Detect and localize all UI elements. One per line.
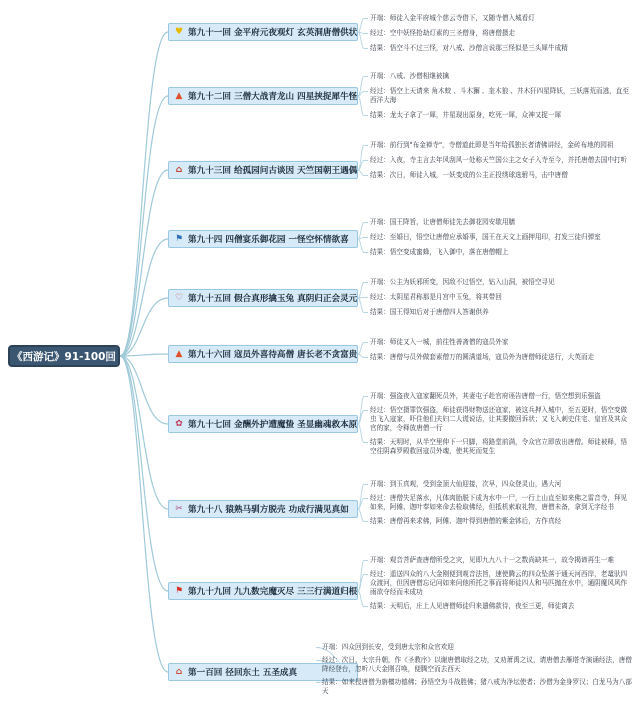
detail-connector — [358, 424, 368, 443]
topic-chapter-94[interactable] — [168, 230, 358, 248]
root-connector — [120, 170, 168, 356]
detail-connector — [358, 499, 368, 510]
topic-chapter-92[interactable] — [168, 87, 358, 105]
detail-start: 开端：到玉真观，受到金顶大仙迎接，次早，四众登灵山，遇大河 — [370, 480, 562, 488]
flower-icon: ✿ — [175, 418, 183, 429]
detail-connector — [358, 298, 368, 299]
root-title: 《西游记》91-100回 — [12, 350, 116, 363]
detail-process: 经过：次日，太宗升朝，作《圣教序》以谢唐僧取经之功，又劝萧禹之议，请唐僧去雁塔寺演诵经法，唐僧降经登台，忽听八大金刚召唤，便腾空而去西天 — [322, 656, 632, 673]
details-chapter-95 — [370, 278, 632, 317]
root-connector — [120, 239, 168, 356]
detail-process: 经过：至婚日，悟空让唐僧应承婚事，国王在天文上画押用印，打发三徒归弹室 — [370, 233, 601, 241]
details-chapter-94 — [370, 218, 632, 257]
details-chapter-92 — [370, 72, 632, 120]
details-chapter-99 — [370, 556, 632, 611]
detail-connector — [358, 96, 368, 116]
detail-connector — [358, 32, 368, 49]
topic-title: 第九十四 四僧宴乐御花园 一怪空怀情欲喜 — [188, 235, 349, 245]
topic-title: 第九十六回 寇员外喜待高僧 唐长老不贪富贵 — [188, 350, 358, 360]
detail-connector — [358, 19, 368, 33]
detail-process: 经过：悟空摄罪饮强盗，师徒获得财物送还寇家，被这兵押入城中，至五更时，悟空变做虫飞入寇家，吓住他们夫妇二人谎说话，让其要撤回诉状；又飞入刺史住宅、皇宫及其众官的家，令释放唐僧一行 — [370, 406, 628, 432]
detail-start: 开端：师徒又入一城，前往性善斋僧的寇员外家 — [370, 338, 509, 346]
detail-start: 开端：八戒、沙僧相继被擒 — [370, 72, 450, 80]
detail-connector — [358, 411, 368, 425]
root-connector — [120, 354, 168, 356]
detail-connector — [358, 146, 368, 171]
home-icon: ⌂ — [175, 164, 183, 175]
root-connector — [120, 96, 168, 356]
detail-process: 经过：空中妖怪抢劫灯素的三圣僧身，将唐僧摄走 — [370, 29, 516, 37]
topic-title: 第九十一回 金平府元夜观灯 玄英洞唐僧供状 — [188, 28, 358, 38]
yellow-heart-icon: ♥ — [174, 26, 184, 37]
topic-title: 第九十五回 假合真形擒玉兔 真阴归正会灵元 — [188, 294, 358, 304]
detail-connector — [358, 509, 368, 522]
details-chapter-97 — [370, 392, 632, 456]
detail-connector — [358, 591, 368, 607]
details-chapter-96 — [370, 338, 632, 362]
detail-process: 经过：唐僧失足落水，凡体肉胎脱下成为水中一尸，一行上山直至如来佛之雷音寺，拜见如来，阿傩、迦叶奉如来命去检取佛经，但抵机索取礼物，唐僧未备，拿到无字经书 — [370, 494, 628, 511]
root-topic[interactable] — [8, 345, 120, 367]
details-chapter-100 — [322, 643, 634, 696]
detail-connector — [358, 77, 368, 97]
detail-process: 经过：悟空上天请来 角木蛟 、斗木獬 、奎木狼 、井木犴四星降妖，三妖落荒而逃，直至西洋大海 — [370, 87, 629, 104]
home-icon: ⌂ — [175, 666, 183, 677]
topic-title: 第九十九回 九九数完魔灭尽 三三行满道归根 — [188, 587, 358, 597]
detail-result: 结果：唐僧与员外做套素僧万的圆满道场，寇员外为唐僧师徒送行，大英而走 — [370, 353, 595, 361]
detail-result: 结果：次日，师徒入城，一妖变成的公主正投绣球选驸马，击中唐僧 — [370, 171, 568, 179]
root-connector — [120, 356, 168, 591]
topic-title: 第九十八 猿熟马驯方脱壳 功成行满见真如 — [188, 505, 349, 515]
detail-start: 开端：前行到"布金禅寺"，寺僧道此即是当年给孤独长者请佛讲经，金砖布地的园祖 — [370, 141, 614, 149]
detail-process: 经过：入夜，寺主言去年风刮风一处称天竺国公主之女子入寺至今，并托唐僧去国中打听 — [370, 156, 628, 164]
flag-icon: ⚑ — [174, 233, 184, 244]
detail-start: 开端：公主为妖邪所变，因敌不过悟空，钻入山洞，被悟空寻见 — [370, 278, 555, 286]
topic-title: 第一百回 径回东土 五圣成真 — [188, 668, 298, 678]
root-connector — [120, 32, 168, 356]
detail-process: 经过：遥送四众的八大金刚便到观音法旨，速使腾云的四众坠落于通天河西岸，老鼋驮四众渡河，但因唐僧忘记问如来问他所托之事而将师徒四人和马匹抛在水中，通阴魔风风作雨欲夺经而未成功 — [370, 570, 628, 596]
topic-chapter-99[interactable] — [168, 582, 358, 600]
detail-connector — [358, 239, 368, 253]
detail-connector — [358, 298, 368, 313]
detail-result: 结果：天明时，从半空里伸下一只脚，将路堂前满，令众官立即放出唐僧。师徒被释，悟空往阴森罗殿救回寇员外魂，使其死而复生 — [370, 438, 628, 455]
topic-chapter-98[interactable] — [168, 500, 358, 518]
detail-connector — [358, 485, 368, 510]
root-connector — [120, 356, 168, 672]
topic-chapter-95[interactable] — [168, 289, 358, 307]
topic-title: 第九十七回 金酬外护遭魔蛰 圣显幽魂救本原 — [188, 420, 358, 430]
detail-result: 结果：国王得知后对于唐僧四人答谢供养 — [370, 308, 489, 316]
detail-connector — [358, 283, 368, 299]
detail-connector — [358, 170, 368, 176]
fire-icon: ▲ — [175, 90, 183, 101]
details-chapter-91 — [370, 14, 632, 53]
red-flag-icon: ⚑ — [174, 585, 184, 596]
details-chapter-98 — [370, 480, 632, 526]
detail-start: 开端：观音菩萨查唐僧所受之灾，见即九九八十一之数尚缺其一，故令揭谛再生一难 — [370, 556, 614, 564]
detail-connector — [358, 354, 368, 358]
detail-result: 结果：天明后，庄上人见唐僧师徒归来遣佛款待，夜至三更，师徒离去 — [370, 602, 575, 610]
detail-process: 经过：太阴星君称那是月宫中玉兔，将其带回 — [370, 293, 502, 301]
tools-icon: ✂ — [175, 503, 183, 514]
topic-chapter-91[interactable] — [168, 23, 358, 41]
detail-start: 开端：四众回到长安，受到唐太宗和众官欢迎 — [322, 643, 454, 651]
topic-chapter-93[interactable] — [168, 161, 358, 179]
heart-outline-icon: ♡ — [174, 292, 184, 303]
detail-start: 开端：国王降旨，让唐僧师徒先去御花园安歇用膳 — [370, 218, 516, 226]
detail-result: 结果：悟空变成蜜蜂，飞入御中，落在唐僧帽上 — [370, 248, 509, 256]
detail-connector — [358, 343, 368, 355]
detail-connector — [358, 575, 368, 592]
detail-result: 结果：唐僧再来求佛，阿傩、迦叶得到唐僧的紫金钵后，方作真经 — [370, 517, 562, 525]
detail-result: 结果：龙太子拿了一犀，井星现出原身，吃死一犀，众神又捉一犀 — [370, 111, 562, 119]
fire-icon: ▲ — [175, 348, 183, 359]
detail-result: 结果：如来授唐僧为旃檀功德佛；孙悟空为斗战胜佛；猪八戒为净坛使者；沙僧为金身罗汉；白龙马为八部天 — [322, 678, 632, 695]
detail-result: 结果：悟空斗不过三怪，对八戒、沙僧言说那三怪似是三头犀牛成精 — [370, 44, 568, 52]
detail-start: 开端：强盗夜入寇家翻死员外，其妻屯子赴官府诬告唐僧一行，悟空想到乐强盗 — [370, 392, 601, 400]
topic-chapter-97[interactable] — [168, 415, 358, 433]
detail-connector — [358, 223, 368, 240]
topic-title: 第九十二回 三僧大战青龙山 四星挟捉犀牛怪 — [188, 92, 358, 102]
details-chapter-93 — [370, 141, 632, 180]
topic-title: 第九十三回 给孤园问古谈因 天竺国朝王遇偶 — [188, 166, 358, 176]
topic-chapter-96[interactable] — [168, 345, 358, 363]
detail-start: 开端：师徒入金平府城个慈云寺借下，又随寺僧入城看灯 — [370, 14, 535, 22]
